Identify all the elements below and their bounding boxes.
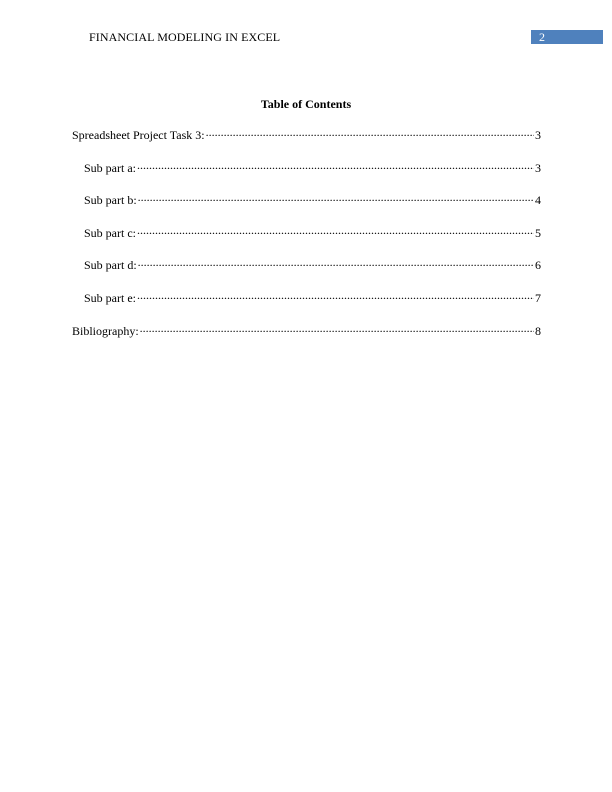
toc-entry-page: 6 (535, 258, 541, 272)
toc-entry-sub-part-e[interactable] (84, 288, 541, 305)
toc-entry-label: Sub part d: (84, 258, 137, 272)
toc-entry-label: Sub part c: (84, 226, 136, 240)
toc-entry-page: 7 (535, 291, 541, 305)
toc-entry-page: 3 (535, 128, 541, 142)
toc-entry-label: Spreadsheet Project Task 3: (72, 128, 205, 142)
toc-entry-label: Bibliography: (72, 324, 139, 338)
toc-dot-leader (140, 321, 534, 335)
toc-entry-sub-part-a[interactable] (84, 158, 541, 175)
toc-entry-label: Sub part b: (84, 193, 137, 207)
toc-entry-page: 5 (535, 226, 541, 240)
toc-entry-sub-part-b[interactable] (84, 190, 541, 207)
toc-entry-sub-part-c[interactable] (84, 223, 541, 240)
toc-entry-page: 3 (535, 161, 541, 175)
toc-dot-leader (137, 223, 534, 237)
page-number: 2 (539, 30, 545, 44)
toc-dot-leader (138, 190, 534, 204)
toc-dot-leader (137, 288, 534, 302)
toc-entry-bibliography[interactable] (72, 321, 541, 338)
toc-entry-spreadsheet-project-task-3[interactable] (72, 125, 541, 142)
toc-entry-label: Sub part a: (84, 161, 136, 175)
toc-entry-page: 4 (535, 193, 541, 207)
toc-entry-sub-part-d[interactable] (84, 255, 541, 272)
running-head: FINANCIAL MODELING IN EXCEL (89, 30, 281, 44)
toc-dot-leader (206, 125, 534, 139)
page-number-box (531, 30, 603, 44)
toc-heading: Table of Contents (260, 97, 352, 111)
toc-entry-label: Sub part e: (84, 291, 136, 305)
toc-dot-leader (138, 255, 534, 269)
toc-entry-page: 8 (535, 324, 541, 338)
toc-dot-leader (137, 158, 534, 172)
